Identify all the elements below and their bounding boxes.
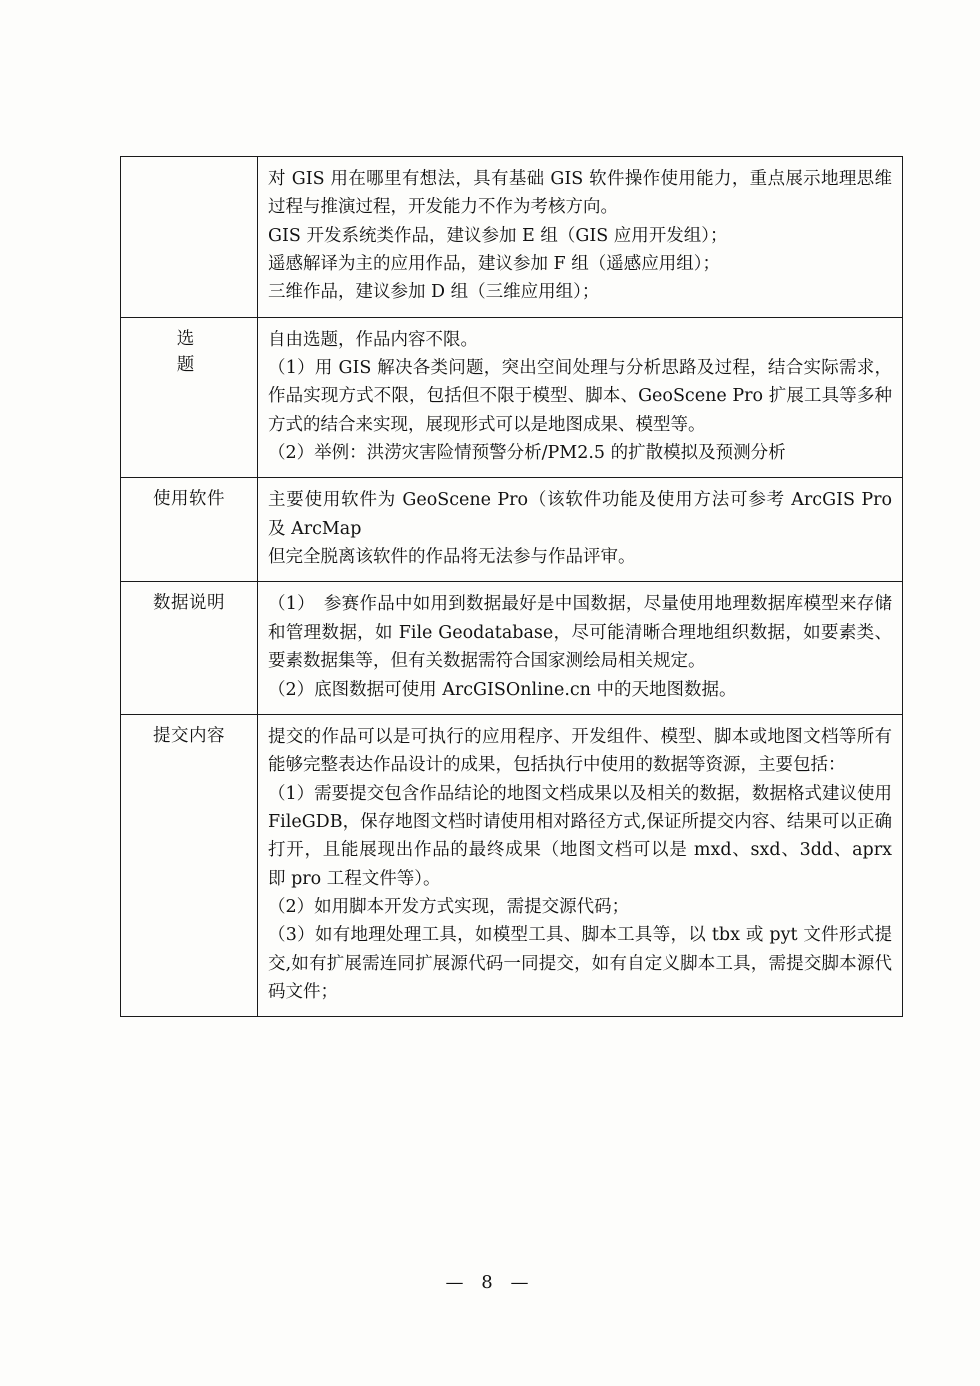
paragraph: （1） 参赛作品中如用到数据最好是中国数据，尽量使用地理数据库模型来存储和管理数据，如 File Geodatabase，尽可能清晰合理地组织数据，如要素类、要素数据集等，但有关数据需符合国家测绘局相关规定。	[268, 594, 892, 672]
table-row	[121, 157, 903, 318]
paragraph: 但完全脱离该软件的作品将无法参与作品评审。	[268, 547, 636, 568]
paragraph: （1）用 GIS 解决各类问题，突出空间处理与分析思路及过程，结合实际需求，作品实现方式不限，包括但不限于模型、脚本、GeoScene Pro 扩展工具等多种方式的结合来实现，展现形式可以是地图成果、模型等。	[268, 358, 892, 435]
row-body-cell	[258, 317, 903, 478]
paragraph: （2）如用脚本开发方式实现，需提交源代码；	[268, 896, 630, 917]
paragraph: 提交的作品可以是可执行的应用程序、开发组件、模型、脚本或地图文档等所有能够完整表达作品设计的成果，包括执行中使用的数据等资源，主要包括：	[268, 726, 892, 776]
row-body	[268, 723, 892, 1006]
row-label: 提交内容	[153, 725, 225, 746]
row-body-cell	[258, 157, 903, 318]
table-row	[121, 478, 903, 582]
page-footer	[0, 1272, 980, 1293]
paragraph: GIS 开发系统类作品，建议参加 E 组（GIS 应用开发组）；	[268, 225, 728, 246]
row-label-cell	[121, 157, 258, 318]
requirements-table	[120, 156, 903, 1017]
row-label-cell	[121, 714, 258, 1016]
row-label-cell	[121, 582, 258, 714]
paragraph: 主要使用软件为 GeoScene Pro（该软件功能及使用方法可参考 ArcGIS Pro 及 ArcMap	[268, 490, 892, 539]
paragraph: 三维作品，建议参加 D 组（三维应用组）；	[268, 282, 600, 303]
paragraph: 对 GIS 用在哪里有想法，具有基础 GIS 软件操作使用能力，重点展示地理思维过程与推演过程，开发能力不作为考核方向。	[268, 169, 892, 218]
table-row	[121, 582, 903, 714]
paragraph: 自由选题，作品内容不限。	[268, 329, 478, 350]
row-label: 数据说明	[153, 593, 225, 614]
paragraph: 遥感解译为主的应用作品，建议参加 F 组（遥感应用组）；	[268, 254, 721, 275]
table-row	[121, 714, 903, 1016]
paragraph: （2）举例：洪涝灾害险情预警分析/PM2.5 的扩散模拟及预测分析	[268, 443, 786, 464]
row-body	[268, 165, 892, 307]
row-body	[268, 326, 892, 468]
row-label: 选 题	[176, 328, 272, 375]
row-label-cell	[121, 317, 272, 478]
row-body-cell	[258, 478, 903, 582]
row-body	[268, 486, 892, 571]
paragraph: （1）需要提交包含作品结论的地图文档成果以及相关的数据，数据格式建议使用 FileGDB，保存地图文档时请使用相对路径方式,保证所提交内容、结果可以正确打开，且能展现出作品的最终成果（地图文档可以是 mxd、sxd、3dd、aprx 即 pro 工程文件等）。	[268, 783, 892, 889]
paragraph: （2）底图数据可使用 ArcGISOnline.cn 中的天地图数据。	[268, 679, 737, 700]
row-body-cell	[258, 582, 903, 714]
row-label-cell	[121, 478, 258, 582]
row-body	[268, 590, 892, 703]
table-row	[121, 317, 903, 478]
paragraph: （3）如有地理处理工具，如模型工具、脚本工具等，以 tbx 或 pyt 文件形式提交,如有扩展需连同扩展源代码一同提交，如有自定义脚本工具，需提交脚本源代码文件；	[268, 925, 892, 1002]
page-number: — 8 —	[445, 1272, 535, 1293]
row-body-cell	[258, 714, 903, 1016]
row-label: 使用软件	[153, 489, 225, 510]
